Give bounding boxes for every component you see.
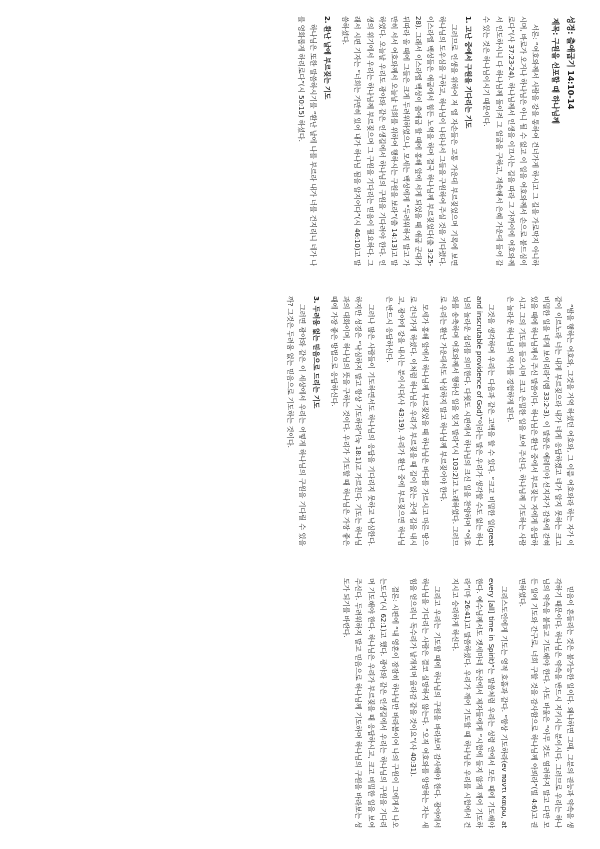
paragraph: “밤을 행하는 여호와, 그것을 거역 하셨던 여호와, 그 이름 여호와라 하는 자가 이같이 이르노라 너는 내게 부르짖으라 내가 네게 응답하겠고 네가 알지 못하는 크고 비밀한 일을 네게 보이리라”(렘 33:2-3). 이 말씀은 예레미야 선지자가 감옥에 갇혀 있을 때에 하나님께서 주신 말씀이다. 하나님은 환난 중에서 부르짖는 자에게 응답하시고 그의 기도를 들으시며 크고 은밀한 일을 보여 주신다. 하나님께 기도하는 사람은 놀라운 하나님의 역사를 경험하게 된다. [505, 296, 574, 546]
text-column-3 [334, 578, 576, 828]
paragraph: 믿음이 흔들리는 것은 불가능한 일이다. 왜냐하면 그때, 그분의 권능과 약속을 생각하기 때문이다. 하나님은 약속을 반드시 지키시는 분이시다. 그러므로 우리는 하나님의 약속을 붙들고 기도해야 한다. 사도 바울은 “아무 것도 염려하지 말고 다만 모든 일에 기도와 간구로, 너희 구할 것을 감사함으로 하나님께 아뢰라”(빌 4:6)고 권면하였다. [517, 578, 574, 828]
section-heading: 2. 환난 날에 부르짖는 기도 [323, 16, 332, 100]
paragraph: 그러면 광야와 같은 이 세상에서 우리는 어떻게 하나님의 구원을 기다릴 수 있을까? 그것은 두려움 없는 믿음으로 기도하는 것이다. [286, 296, 307, 546]
paragraph: 모세가 홍해 앞에서 하나님께 부르짖었을 때 하나님은 바다를 가르시고 마른 땅으로 건너가게 하셨다. 이처럼 하나님은 우리가 부르짖을 때 길이 없는 곳에 길을 내시고, 광야에 강을 내시는 분이시다(사 43:19). 우리가 환난 중에 부르짖으면 하나님은 반드시 응답하신다. [384, 296, 429, 546]
section-heading: 3. 두려움 없는 믿음으로 드리는 기도 [312, 296, 321, 409]
text-column-2 [278, 296, 576, 546]
sermon-title: 제목: 구원을 선포할 때 하나님께 [550, 18, 560, 124]
paragraph: 그러나 많은 사람들이 기도하면서도 하나님의 응답을 기다리지 못하고 낙심한다. 하지만 성경은 “낙심하지 말고 항상 기도하라”(눅 18:1)고 가르친다. 기도는 하나님과의 대화이며, 하나님의 뜻을 구하는 것이다. 우리가 기도할 때 하나님은 가장 좋은 때에 가장 좋은 방법으로 응답하신다. [330, 296, 375, 546]
text-column-1 [289, 16, 576, 266]
paragraph: 서론: “여호와께서 사람을 강을 통하여 건너가게 하시고 그 길을 가로막지 아니하시며, 바로가 오거나 하나님은 아니 될 수 없고 이 일을 여호와께서 손으로 붙드심이로다”(사 37:23-24). 하나님께서 인생을 이끄시는 길을 따라 그 가까이에 여호와께서 인도하시니 다 하나님께 돌이켜 그 얼굴을 구하고, 계속해서 은혜 가운데 들어 갈 수 있는 것은 하나님이시기 때문이다. [482, 16, 539, 266]
section-heading: 1. 고난 중에서 구원을 기다리는 기도 [464, 16, 473, 129]
paragraph: 결론: 시편에 “내 영혼이 잠잠히 하나님만 바라봄이여 나의 구원이 그에게서 나오는도다”(시 62:1)고 했다. 광야와 같은 인생길에서 우리는 하나님의 구원을 기다리며 기도해야 한다. 하나님은 우리가 부르짖을 때 응답하시고, 크고 비밀한 일을 보여 주신다. 두려워하지 말고 믿음으로 하나님께 기도하며 하나님의 구원을 바라보는 성도가 되기를 바란다. [342, 578, 399, 828]
scripture-reference: 성경: 출애굽기 14:10-14 [566, 16, 575, 110]
paragraph: 그러므로 인생을 위하여 저 엘 자손들은 고통 가운데 부르짖었으며 기록에 보면 하나님의 도우심을 구하고, 하나님이 나타나서 그들을 구원하여 주실 것을 기다렸다. 이스라엘 백성들은 애굽에서 힘든 노역을 하며 결국 하나님께 부르짖었다(출 3:25-28). 그래서 이스라엘 백성이 출애굽 할 때에 홍해 앞에 서게 되었을 때 애굽 군대가 뒤따라 올 때에 그들은 크게 두려워하였으나, 모세는 백성에게 “두려워하지 말고 가만히 서서 여호와께서 오늘날 너희를 위하여 행하시는 구원을 보라”(출 14:13)고 말하였다. 오늘날 우리도 광야와 같은 인생길에서 하나님의 구원을 기다려야 한다. 인생의 위기에서 우리는 하나님께 부르짖으며 그 구원을 기다리는 믿음이 필요하다. 그래서 시편 기자는 “너희는 가만히 있어 내가 하나님 됨을 알지어다”(시 46:10)고 말씀하셨다. [341, 16, 459, 266]
paragraph: 그리고 우리는 기도할 때에 하나님의 구원을 바라보며 감사해야 한다. 광야에서 하나님을 기다리는 사람은 결코 실망하지 않는다. “오직 여호와를 앙망하는 자는 새 힘을 얻으리니 독수리가 날개치며 올라감 같을 것이요”(사 40:31). [408, 578, 442, 828]
paragraph: 그것을 생각하며 우리는 다음과 같은 고백을 할 수 있다. “크고 비밀한 일(great and inscrutable providence of God)”이라는 말은 우리가 생각할 수도 없는 하나님의 놀라운 섭리를 의미한다. 다윗도 시편에서 하나님의 크신 일을 찬양하며 “여호와를 송축하며 여호와께서 행하신 일을 잊지 말라”(시 103:2)고 노래하였다. 그러므로 우리는 환난 가운데서도 낙심하지 말고 하나님께 부르짖어야 한다. [439, 296, 496, 546]
paragraph: 그리스도인에게 기도는 영적 호흡과 같다. “항상 기도하라(ev παντι καιρω, at every [all] time in Spirit)”는 말씀처럼 우리는 성령 안에서 모든 때에 기도해야 한다. 예수님께서도 겟세마네 동산에서 제자들에게 “시험에 들지 않게 깨어 기도하라”(마 26:41)고 말씀하셨다. 우리가 깨어 기도할 때 하나님은 우리를 시험에서 건지시고 승리하게 하신다. [451, 578, 508, 828]
paragraph: 하나님은 또한 말씀하시기를 “환난 날에 나를 부르라 내가 너를 건지리니 네가 나를 영화롭게 하리로다”(시 50:15) 하셨다. [297, 16, 318, 266]
